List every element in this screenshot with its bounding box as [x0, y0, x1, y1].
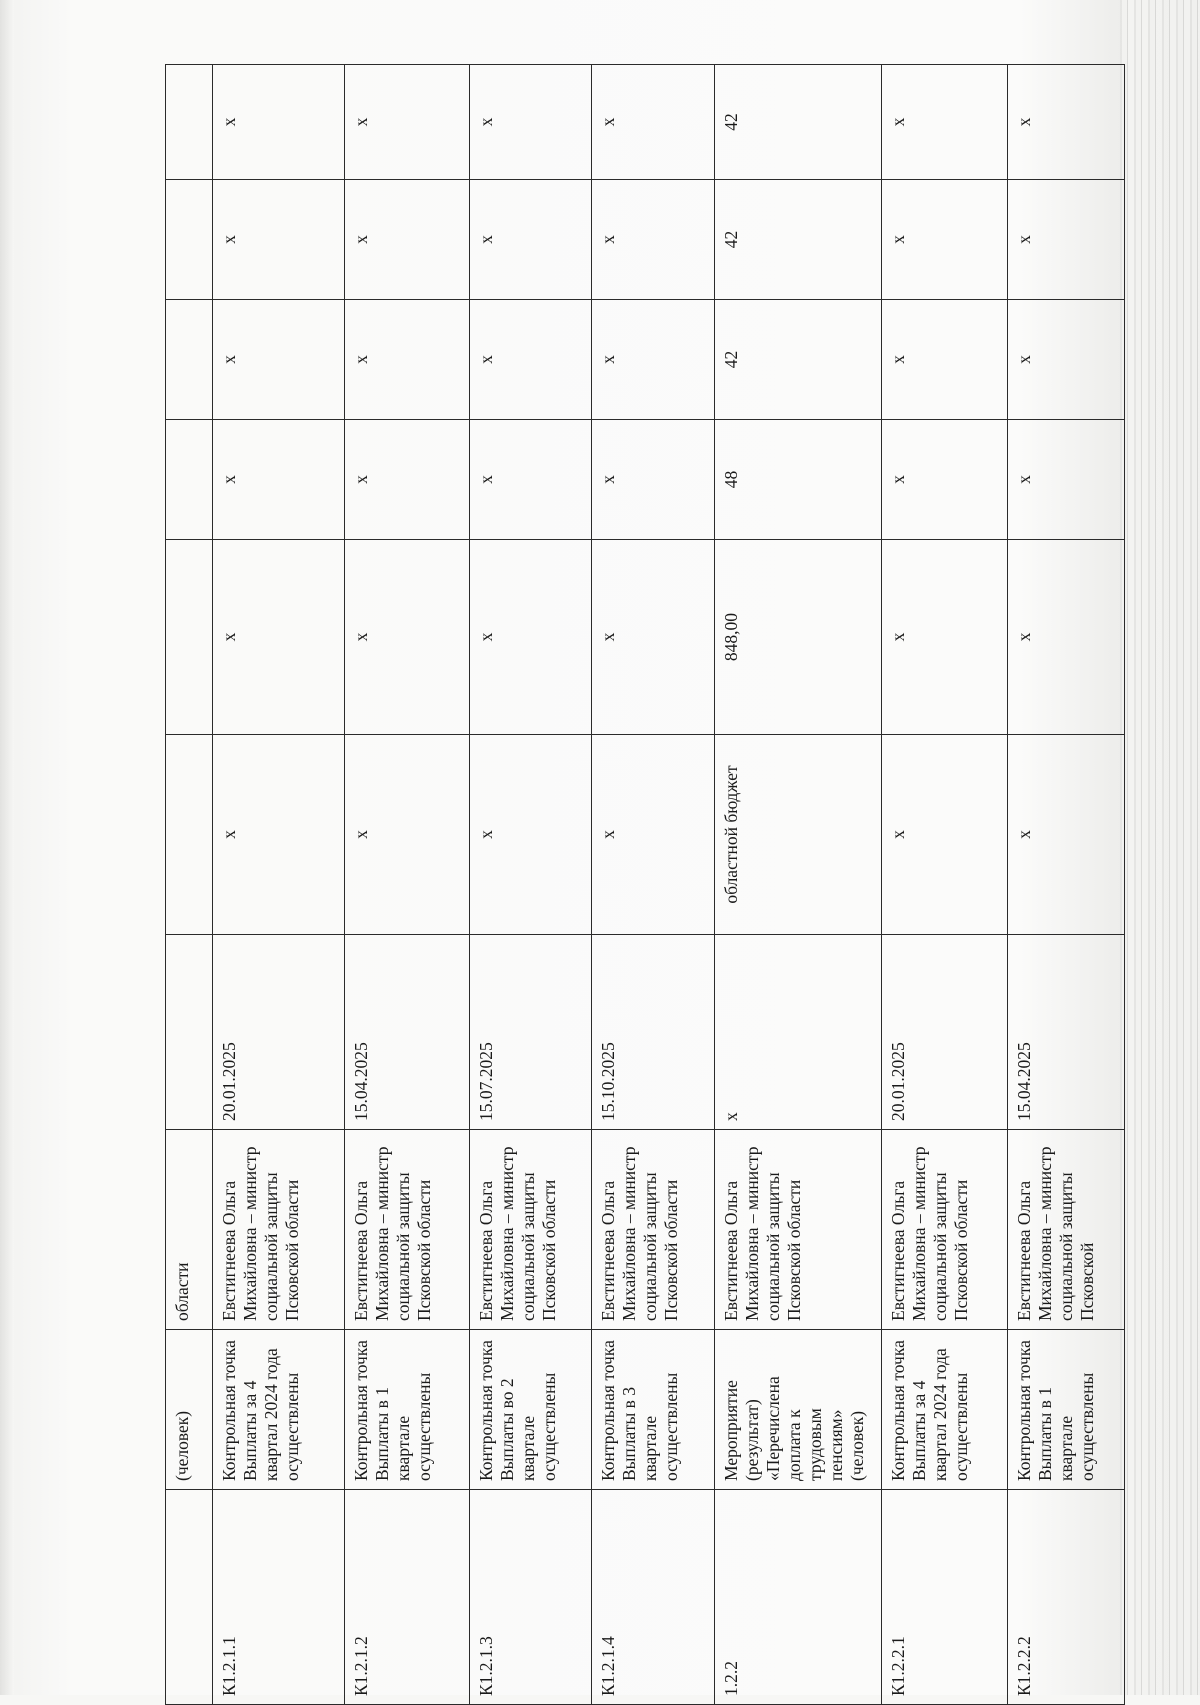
cell-date: 20.01.2025 — [882, 935, 1007, 1130]
cell-code: К1.2.1.2 — [344, 1490, 469, 1705]
rotated-table-container — [165, 65, 1125, 1705]
cell-name: Контрольная точка Выплаты во 2 квартале осуществлены — [470, 1330, 591, 1490]
table-row — [591, 65, 714, 1705]
cell-code: К1.2.1.3 — [470, 1490, 591, 1705]
cell-amount: х — [882, 540, 1007, 735]
cell-source: х — [470, 735, 591, 935]
cell-responsible: Евстигнеева Ольга Михайловна – министр социальной защиты Псковской области — [344, 1130, 469, 1330]
cell-amount: х — [213, 540, 345, 735]
cell-value — [166, 180, 213, 300]
cell-code: 1.2.2 — [715, 1490, 882, 1705]
cell-date: 20.01.2025 — [213, 935, 345, 1130]
cell-responsible: Евстигнеева Ольга Михайловна – министр социальной защиты Псковской области — [715, 1130, 882, 1330]
cell-code: К1.2.2.1 — [882, 1490, 1007, 1705]
table-row — [1007, 65, 1124, 1705]
table-row-continuation — [166, 65, 213, 1705]
cell-date — [166, 935, 213, 1130]
cell-date: 15.04.2025 — [1007, 935, 1124, 1130]
cell-amount: 848,00 — [715, 540, 882, 735]
cell-amount — [166, 540, 213, 735]
cell-v3: 42 — [715, 180, 882, 300]
cell-date: 15.07.2025 — [470, 935, 591, 1130]
cell-v2: х — [213, 300, 345, 420]
cell-name: Контрольная точка Выплаты в 1 квартале осуществлены — [344, 1330, 469, 1490]
cell-amount: х — [470, 540, 591, 735]
cell-source: х — [213, 735, 345, 935]
cell-source — [166, 735, 213, 935]
cell-v4: х — [344, 65, 469, 180]
cell-responsible: Евстигнеева Ольга Михайловна – министр социальной защиты Псковской области — [882, 1130, 1007, 1330]
table-row — [470, 65, 591, 1705]
cell-v1: 48 — [715, 420, 882, 540]
cell-v1: х — [344, 420, 469, 540]
cell-v2: х — [1007, 300, 1124, 420]
cell-v1: х — [882, 420, 1007, 540]
cell-v2: 42 — [715, 300, 882, 420]
cell-v2: х — [470, 300, 591, 420]
cell-name: Контрольная точка Выплаты за 4 квартал 2024 года осуществлены — [882, 1330, 1007, 1490]
cell-code: К1.2.1.4 — [591, 1490, 714, 1705]
cell-source: областной бюджет — [715, 735, 882, 935]
cell-v2: х — [591, 300, 714, 420]
cell-v4: х — [213, 65, 345, 180]
scan-left-edge — [0, 0, 14, 1695]
cell-v3: х — [882, 180, 1007, 300]
cell-responsible: Евстигнеева Ольга Михайловна – министр социальной защиты Псковской области — [470, 1130, 591, 1330]
cell-v2: х — [344, 300, 469, 420]
cell-name: (человек) — [166, 1330, 213, 1490]
cell-source: х — [344, 735, 469, 935]
cell-v3: х — [213, 180, 345, 300]
cell-v4: х — [591, 65, 714, 180]
cell-date: х — [715, 935, 882, 1130]
cell-source: х — [882, 735, 1007, 935]
table-row — [213, 65, 345, 1705]
cell-value — [166, 420, 213, 540]
cell-date: 15.04.2025 — [344, 935, 469, 1130]
cell-source: х — [591, 735, 714, 935]
cell-v4: х — [1007, 65, 1124, 180]
cell-amount: х — [1007, 540, 1124, 735]
cell-v1: х — [470, 420, 591, 540]
cell-v3: х — [470, 180, 591, 300]
table-row — [715, 65, 882, 1705]
cell-v3: х — [344, 180, 469, 300]
cell-v4: 42 — [715, 65, 882, 180]
cell-name: Мероприятие (результат) «Перечислена доплата к трудовым пенсиям» (человек) — [715, 1330, 882, 1490]
cell-name: Контрольная точка Выплаты в 3 квартале осуществлены — [591, 1330, 714, 1490]
scan-right-edge — [1120, 0, 1200, 1695]
cell-v4: х — [882, 65, 1007, 180]
cell-code — [166, 1490, 213, 1705]
cell-v1: х — [1007, 420, 1124, 540]
cell-responsible: Евстигнеева Ольга Михайловна – министр социальной защиты Псковской области — [213, 1130, 345, 1330]
cell-date: 15.10.2025 — [591, 935, 714, 1130]
cell-source: х — [1007, 735, 1124, 935]
plan-table — [165, 64, 1125, 1705]
cell-responsible: Евстигнеева Ольга Михайловна – министр социальной защиты Псковской области — [591, 1130, 714, 1330]
cell-value — [166, 300, 213, 420]
cell-v3: х — [591, 180, 714, 300]
cell-v4: х — [470, 65, 591, 180]
table-row — [344, 65, 469, 1705]
cell-v3: х — [1007, 180, 1124, 300]
cell-v1: х — [213, 420, 345, 540]
table-row — [882, 65, 1007, 1705]
cell-responsible: области — [166, 1130, 213, 1330]
cell-amount: х — [591, 540, 714, 735]
cell-name: Контрольная точка Выплаты за 4 квартал 2024 года осуществлены — [213, 1330, 345, 1490]
cell-code: К1.2.1.1 — [213, 1490, 345, 1705]
cell-name: Контрольная точка Выплаты в 1 квартале осуществлены — [1007, 1330, 1124, 1490]
cell-value — [166, 65, 213, 180]
cell-code: К1.2.2.2 — [1007, 1490, 1124, 1705]
cell-v2: х — [882, 300, 1007, 420]
cell-v1: х — [591, 420, 714, 540]
cell-responsible: Евстигнеева Ольга Михайловна – министр социальной защиты Псковской — [1007, 1130, 1124, 1330]
cell-amount: х — [344, 540, 469, 735]
